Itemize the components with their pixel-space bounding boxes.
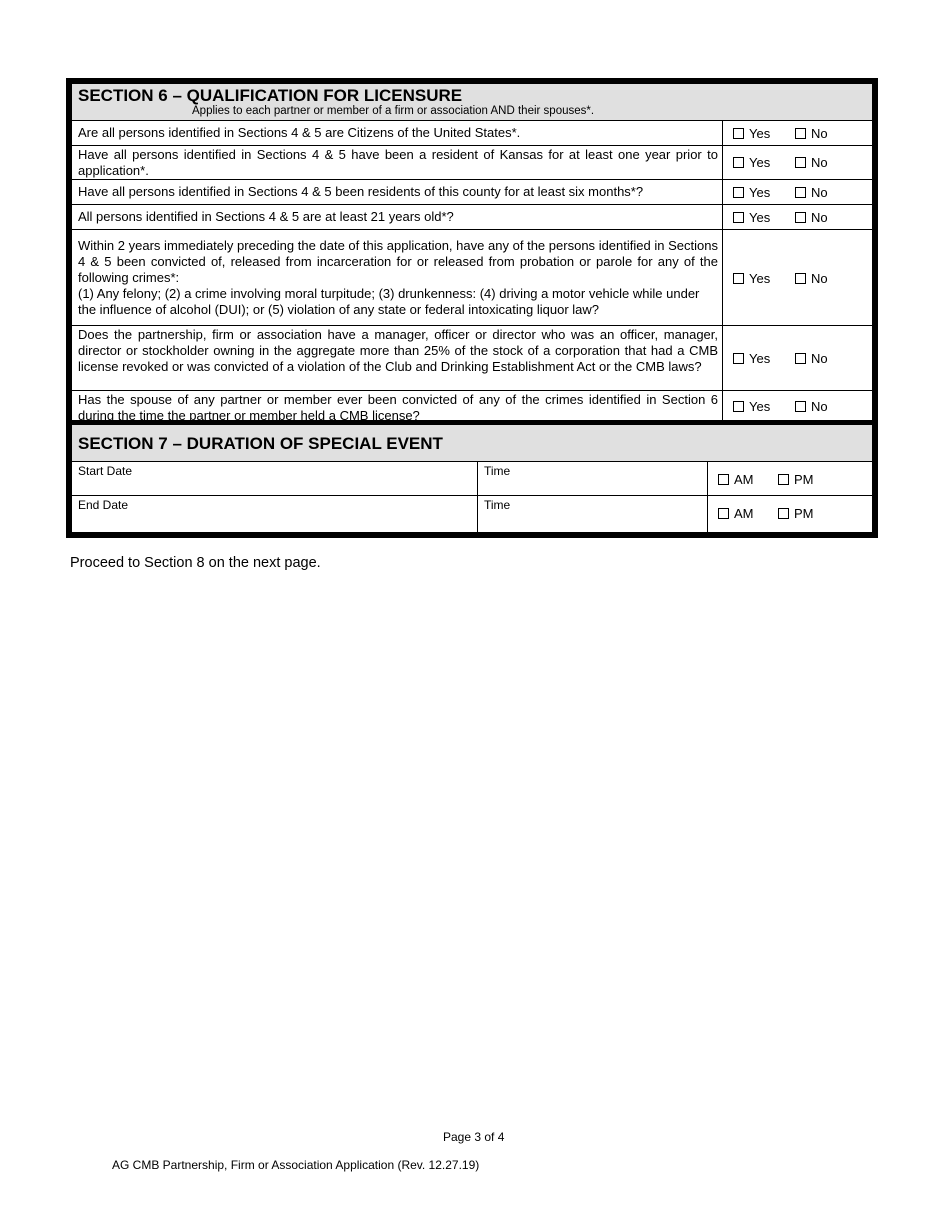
checkbox-icon (733, 212, 744, 223)
section-7-header (72, 425, 872, 462)
checkbox-icon (795, 212, 806, 223)
yes-checkbox[interactable]: Yes (733, 155, 770, 170)
answer-options (722, 146, 872, 179)
question-text: All persons identified in Sections 4 & 5 are at least 21 years old*? (78, 209, 454, 224)
yes-checkbox[interactable]: Yes (733, 210, 770, 225)
am-checkbox[interactable]: AM (718, 472, 754, 487)
form-inner (71, 83, 873, 533)
question-text: Does the partnership, firm or association have a manager, officer or director who was an officer, manager, director or stockholder owning in the aggregate more than 25% of the stock of a corporation that had a CMB license revoked or was convicted of a violation of the Club and Drinking Establishment Act or the CMB laws? (78, 327, 718, 374)
no-checkbox[interactable]: No (795, 126, 828, 141)
time-label: Time (484, 464, 511, 478)
no-checkbox[interactable]: No (795, 155, 828, 170)
checkbox-icon (733, 128, 744, 139)
form-footer: AG CMB Partnership, Firm or Association Application (Rev. 12.27.19) (112, 1158, 480, 1172)
section-7-title: SECTION 7 – DURATION OF SPECIAL EVENT (78, 434, 443, 453)
answer-options (722, 230, 872, 325)
checkbox-icon (795, 401, 806, 412)
answer-options (722, 391, 872, 420)
no-checkbox[interactable]: No (795, 210, 828, 225)
start-ampm-options (708, 462, 872, 495)
question-text: Have all persons identified in Sections 4 & 5 been residents of this county for at least six months*? (78, 184, 644, 199)
start-date-label: Start Date (78, 464, 133, 478)
checkbox-icon (778, 508, 789, 519)
question-text: Have all persons identified in Sections 4 & 5 have been a resident of Kansas for at least one year prior to application*. (78, 147, 718, 178)
form-frame (66, 78, 878, 538)
question-text: Has the spouse of any partner or member ever been convicted of any of the crimes identified in Section 6 during the time the partner or member held a CMB license? (78, 392, 718, 423)
start-date-row (72, 462, 872, 496)
checkbox-icon (733, 273, 744, 284)
pm-checkbox[interactable]: PM (778, 506, 814, 521)
question-intro: Within 2 years immediately preceding the date of this application, have any of the persons identified in Sections 4 & 5 been convicted of, released from incarceration for or released from probation or parole for any of the following crimes*: (78, 238, 718, 285)
end-time-field[interactable] (478, 496, 708, 532)
checkbox-icon (795, 187, 806, 198)
crimes-list: (1) Any felony; (2) a crime involving moral turpitude; (3) drunkenness: (4) driving a motor vehicle while under the influence of alcohol (DUI); or (5) violation of any state or federal intoxicating liquor law? (78, 286, 700, 317)
start-date-field[interactable] (72, 462, 478, 495)
checkbox-icon (795, 157, 806, 168)
question-row (72, 146, 872, 180)
start-time-field[interactable] (478, 462, 708, 495)
checkbox-icon (733, 187, 744, 198)
checkbox-icon (718, 474, 729, 485)
question-row (72, 326, 872, 391)
am-checkbox[interactable]: AM (718, 506, 754, 521)
checkbox-icon (733, 401, 744, 412)
yes-checkbox[interactable]: Yes (733, 126, 770, 141)
section-6-header (72, 84, 872, 121)
yes-checkbox[interactable]: Yes (733, 351, 770, 366)
answer-options (722, 180, 872, 204)
checkbox-icon (795, 273, 806, 284)
end-ampm-options (708, 496, 872, 532)
yes-checkbox[interactable]: Yes (733, 399, 770, 414)
page-number: Page 3 of 4 (443, 1130, 505, 1144)
question-text: Are all persons identified in Sections 4 & 5 are Citizens of the United States*. (78, 125, 521, 140)
answer-options (722, 326, 872, 390)
checkbox-icon (733, 353, 744, 364)
yes-checkbox[interactable]: Yes (733, 271, 770, 286)
proceed-note: Proceed to Section 8 on the next page. (70, 555, 321, 571)
checkbox-icon (795, 353, 806, 364)
answer-options (722, 121, 872, 145)
question-row (72, 230, 872, 326)
no-checkbox[interactable]: No (795, 399, 828, 414)
yes-checkbox[interactable]: Yes (733, 185, 770, 200)
no-checkbox[interactable]: No (795, 351, 828, 366)
checkbox-icon (795, 128, 806, 139)
question-row (72, 180, 872, 205)
checkbox-icon (718, 508, 729, 519)
answer-options (722, 205, 872, 229)
end-date-row (72, 496, 872, 532)
section-6-subtitle: Applies to each partner or member of a firm or association AND their spouses*. (192, 105, 595, 117)
checkbox-icon (778, 474, 789, 485)
question-row (72, 121, 872, 146)
no-checkbox[interactable]: No (795, 185, 828, 200)
no-checkbox[interactable]: No (795, 271, 828, 286)
question-row (72, 205, 872, 230)
question-row (72, 391, 872, 425)
question-text (78, 238, 718, 318)
section-6-title: SECTION 6 – QUALIFICATION FOR LICENSURE (78, 86, 463, 105)
time-label: Time (484, 498, 511, 512)
pm-checkbox[interactable]: PM (778, 472, 814, 487)
checkbox-icon (733, 157, 744, 168)
end-date-field[interactable] (72, 496, 478, 532)
end-date-label: End Date (78, 498, 129, 512)
